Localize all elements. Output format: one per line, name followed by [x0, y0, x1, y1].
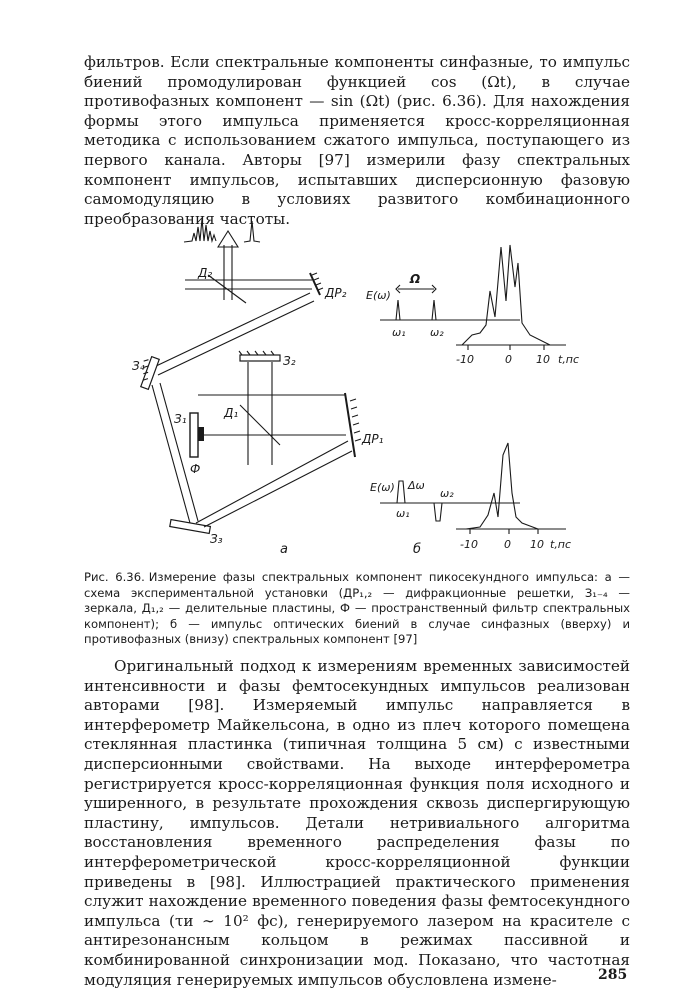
bottom-w2-label: ω₂	[440, 487, 454, 500]
top-pulse	[456, 245, 579, 366]
label-d2: Д₂	[198, 266, 213, 280]
output-pulse-train	[184, 219, 216, 242]
setup-diagram	[132, 219, 384, 557]
label-z4: З₄	[132, 359, 145, 373]
top-tick-neg10: -10	[456, 353, 474, 366]
label-dr1: ДР₁	[362, 432, 384, 446]
bottom-pulse	[456, 443, 571, 551]
top-tick-0: 0	[505, 353, 512, 366]
label-part-a: а	[280, 542, 288, 557]
caption-label: Рис. 6.36.	[84, 570, 145, 584]
top-spectrum	[366, 272, 520, 339]
top-e-label: E(ω)	[366, 289, 391, 302]
top-w2-label: ω₂	[430, 326, 444, 339]
page-number: 285	[598, 967, 628, 983]
label-part-b: б	[413, 542, 422, 557]
spatial-filter-phi	[198, 427, 204, 441]
label-z1: З₁	[174, 412, 187, 426]
mirror-z1	[190, 413, 198, 457]
paragraph-2: Оригинальный подход к измерениям временных зависимостей интенсивности и фазы фемтосекундных импульсов реализован авторами [98]. Измеряемый импульс направляется в интерферометр Майкельсона, в одно из плеч которого помещена стеклянная пластинка (типичная толщина 5 см) с известными дисперсионными свойствами. На выходе интерферометра регистрируется кросс-корреляционная функция поля исходного и уширенного, в результате прохождения сквозь диспергирующую пластину, импульсов. Детали нетривиального алгоритма восстановления временного распределения фазы по интерферометрической кросс-корреляционной функции приведены в [98]. Иллюстрацией практического применения служит нахождение временного поведения фазы фемтосекундного импульса (τи ∼ 10² фс), генерируемого лазером на красителе с антирезонансным кольцом в режимах пассивной и комбинированной синхронизации мод. Показано, что частотная модуляция генерируемых импульсов обусловлена измене-	[84, 657, 630, 989]
bottom-e-label: E(ω)	[370, 481, 395, 494]
figure-6-36	[132, 205, 620, 560]
beam-splitter-d1	[240, 405, 280, 445]
label-phi: Ф	[190, 462, 201, 476]
figure-caption	[84, 570, 630, 648]
top-tick-10: 10	[536, 353, 550, 366]
bottom-delta-label: Δω	[408, 479, 425, 492]
mirror-z2	[240, 355, 280, 361]
bottom-axis-unit: t,пс	[550, 538, 572, 551]
bottom-tick-0: 0	[504, 538, 511, 551]
output-pulse-single	[244, 221, 260, 242]
top-omega-label: Ω	[410, 272, 421, 286]
top-axis-unit: t,пс	[558, 353, 580, 366]
label-z3: З₃	[210, 532, 223, 546]
bottom-tick-10: 10	[530, 538, 544, 551]
top-w1-label: ω₁	[392, 326, 406, 339]
caption-text: Измерение фазы спектральных компонент пикосекундного импульса: а — схема экспериментальной установки (ДР₁,₂ — дифракционные решетки, З₁₋₄ — зеркала, Д₁,₂ — делительные пластины, Ф — пространственный фильтр спектральных компонент); б — импульс оптических биений в случае синфазных (вверху) и противофазных (внизу) спектральных компонент [97]	[84, 570, 630, 647]
bottom-w1-label: ω₁	[396, 507, 410, 520]
label-dr2: ДР₂	[325, 286, 347, 300]
paragraph-1: фильтров. Если спектральные компоненты синфазные, то импульс биений промодулирован функцией cos (Ωt), в случае противофазных компонент — sin (Ωt) (рис. 6.36). Для нахождения формы этого импульса применяется кросс-корреляционная методика с использованием сжатого импульса, поступающего из первого канала. Авторы [97] измерили фазу спектральных компонент импульсов, испытавших дисперсионную фазовую самомодуляцию в условиях развитого комбинационного преобразования частоты.	[84, 53, 630, 228]
bottom-tick-neg10: -10	[460, 538, 478, 551]
label-d1: Д₁	[224, 406, 239, 420]
label-z2: З₂	[283, 354, 296, 368]
